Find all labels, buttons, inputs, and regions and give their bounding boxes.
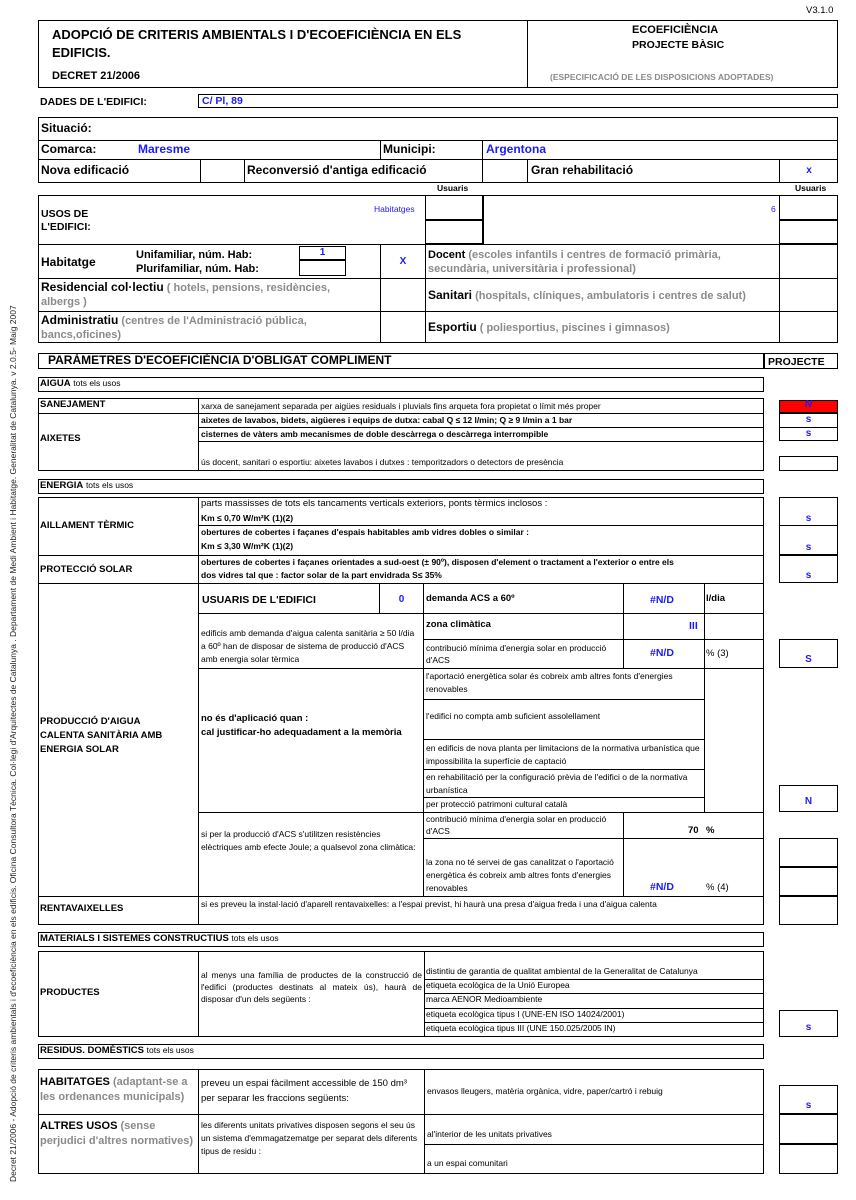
gas-unit: % (4) [706, 882, 729, 893]
residencial-label: Residencial col·lectiu [41, 280, 164, 294]
usos-label: USOS DE [41, 208, 89, 220]
aill-text-1: parts massisses de tots els tancaments verticals exteriors, ponts tèrmics inclosos : [201, 498, 548, 509]
sanitari-note: (hospitals, clíniques, ambulatoris i centres de salut) [475, 290, 746, 302]
reason-1: l'aportació energètica solar és cobreix amb altres fonts d'energies renovables [426, 671, 673, 694]
residus-head-label: RESIDUS. DOMÈSTICS [40, 1045, 144, 1056]
altres-usos-label: ALTRES USOS [40, 1120, 118, 1132]
aixetes-answer-3[interactable] [779, 456, 838, 471]
altres-answer-1[interactable] [779, 1114, 838, 1144]
usuaris-cell-2[interactable] [425, 220, 483, 244]
cal-justificar-label: cal justificar-ho adequadament a la memòria [201, 727, 402, 738]
aigua-head-note: tots els usos [73, 378, 121, 388]
sanitari-cell [428, 289, 746, 303]
esportiu-label: Esportiu [428, 320, 477, 334]
materials-value[interactable]: s [805, 1022, 812, 1033]
contribucio-value: #N/D [650, 647, 674, 659]
dades-label: DADES DE L'EDIFICI: [40, 96, 147, 108]
usuaris-cell-4[interactable] [779, 220, 838, 244]
label-option-3: marca AENOR Medioambiente [426, 994, 543, 1004]
docent-label: Docent [428, 249, 466, 261]
energia-head [40, 481, 133, 492]
usuaris-cell-3[interactable] [779, 195, 838, 220]
contribucio-unit: % (3) [706, 648, 729, 659]
acs-label-3: ENERGIA SOLAR [40, 744, 119, 755]
altres-usos-text: les diferents unitats privatives disposen segons el seu ús un sistema d'emmagatzematge per separat dels diferents tipus de residu : [201, 1120, 418, 1156]
residencial-note-2: albergs ) [41, 296, 87, 308]
projecte-header: PROJECTE [768, 356, 825, 368]
unifamiliar-label: Unifamiliar, núm. Hab: [136, 249, 253, 261]
spec-label: (ESPECIFICACIÓ DE LES DISPOSICIONS ADOPTADES) [550, 72, 774, 82]
version-label: V3.1.0 [806, 5, 834, 16]
plurifamiliar-label: Plurifamiliar, núm. Hab: [136, 263, 259, 275]
municipi-value[interactable]: Argentona [486, 142, 546, 156]
no-aplicacio-label: no és d'aplicació quan : [201, 713, 309, 724]
sanejament-value: N [804, 399, 813, 410]
prot-value[interactable]: s [805, 570, 812, 581]
rentavaixelles-answer[interactable] [779, 896, 838, 925]
gas-value: #N/D [650, 881, 674, 893]
altres-option-1: al'interior de les unitats privatives [427, 1129, 552, 1139]
demanda-value: #N/D [650, 594, 674, 606]
habitatge-label: Habitatge [41, 255, 96, 269]
plurifamiliar-field[interactable] [299, 260, 346, 276]
acs-label: PRODUCCIÓ D'AIGUA [40, 716, 141, 727]
aillament-label: AILLAMENT TÈRMIC [40, 520, 134, 531]
altres-usos-note: (sense perjudici d'altres normatives) [40, 1120, 193, 1147]
reason-3: en edificis de nova planta per limitacions de la normativa urbanística que impossibilita la superfície de captació [426, 743, 700, 766]
joule-unit: % [706, 825, 715, 836]
residus-habitatges-cell [40, 1075, 196, 1105]
edificis-text: edificis amb demanda d'aigua calenta sanitària ≥ 50 l/dia a 60º han de disposar de sistema de producció d'ACS amb energia solar tèrmica [201, 628, 415, 664]
usuaris-value: 6 [771, 204, 776, 214]
usuaris-edifici-value[interactable]: 0 [398, 594, 405, 605]
aixetes-text-2: cisternes de vàters amb mecanismes de doble descàrrega o descàrrega interrompible [201, 429, 549, 439]
esportiu-cell [428, 321, 670, 335]
reason-5: per protecció patrimoni cultural català [426, 799, 568, 809]
reconversio-label: Reconversió d'antiga edificació [247, 163, 427, 177]
docent-note: (escoles infantils i centres de formació primària, [468, 249, 721, 261]
residus-head [40, 1046, 194, 1057]
aixetes-text-3: ús docent, sanitari o esportiu: aixetes lavabos i dutxes : temporitzadors o detectors de presència [201, 457, 564, 467]
usuaris-header-right: Usuaris [795, 183, 827, 193]
reason-2: l'edifici no compta amb suficient assolellament [426, 711, 601, 721]
proteccio-label: PROTECCIÓ SOLAR [40, 564, 133, 575]
administratiu-note-2: bancs,oficines) [41, 329, 122, 341]
form-title: ADOPCIÓ DE CRITERIS AMBIENTALS I D'ECOEFICIÈNCIA EN ELS [52, 27, 462, 42]
esportiu-note: ( poliesportius, piscines i gimnasos) [479, 322, 670, 334]
usuaris-cell-1[interactable] [425, 195, 483, 220]
projecte-basic-label: PROJECTE BÀSIC [632, 39, 725, 51]
sanejament-label: SANEJAMENT [40, 399, 106, 410]
residus-head-note: tots els usos [146, 1045, 194, 1055]
energia-head-box [38, 479, 764, 494]
habitatges-label: Habitatges [374, 204, 415, 214]
materials-head [40, 934, 279, 945]
administratiu-cell [41, 313, 371, 342]
docent-cell [428, 248, 778, 276]
aigua-head [40, 379, 121, 390]
acs-value[interactable]: S [805, 654, 812, 665]
zona-label: zona climàtica [426, 619, 491, 630]
residencial-note: ( hotels, pensions, residències, [166, 282, 330, 294]
demanda-label: demanda ACS a 60º [426, 593, 515, 604]
decree-label: DECRET 21/2006 [52, 70, 141, 82]
form-title-line2: EDIFICIS. [52, 45, 111, 60]
productes-label: PRODUCTES [40, 987, 100, 998]
residencial-cell [41, 280, 371, 309]
docent-note-2: secundària, universitària i professional) [428, 263, 636, 275]
nova-edificacio-label: Nova edificació [41, 163, 130, 177]
fraccions-text: envasos lleugers, matèria orgànica, vidre, paper/cartró i rebuig [427, 1086, 663, 1096]
label-option-5: etiqueta ecològica tipus III (UNE 150.025/2005 IN) [426, 1023, 616, 1033]
label-option-2: etiqueta ecològica de la Unió Europea [426, 980, 570, 990]
aixetes-value-2[interactable]: s [805, 428, 812, 439]
dades-field[interactable] [198, 94, 838, 108]
productes-text: al menys una família de productes de la construcció de l'edifici (productes destinats al mateix ús), haurà de disposar d'un dels següents : [201, 970, 422, 1004]
side-legal-text: Decret 21/2006 - Adopció de criteris ambientals i d'ecoeficiència en els edificis. Oficina Consultora Tècnica. Col·legi d'Arquitectes de Catalunya . Departament de Medi Ambient i Habitatge. Generalitat de Catalunya. v 2.0.5- Maig 2007 [8, 305, 18, 1182]
residus-value[interactable]: s [805, 1100, 812, 1111]
joule-answer[interactable] [779, 838, 838, 867]
aigua-head-label: AIGUA [40, 378, 71, 389]
acs-label-2: CALENTA SANITÀRIA AMB [40, 730, 163, 741]
altres-option-2: a un espai comunitari [427, 1158, 508, 1168]
aill-text-4: Km ≤ 3,30 W/m²K (1)(2) [201, 541, 294, 551]
gas-answer[interactable] [779, 867, 838, 896]
usuaris-edifici-label: USUARIS DE L'EDIFICI [202, 594, 316, 606]
comarca-label: Comarca: [41, 142, 97, 156]
label-option-4: etiqueta ecològica tipus I (UNE-EN ISO 14024/2001) [426, 1009, 625, 1019]
reason-4: en rehabilitació per la configuració prèvia de l'edifici o de la normativa urbanística [426, 772, 688, 795]
aixetes-label: AIXETES [40, 433, 81, 444]
materials-head-note: tots els usos [231, 933, 279, 943]
gran-rehabilitacio-label: Gran rehabilitació [531, 163, 634, 177]
administratiu-note: (centres de l'Administració pública, [121, 315, 307, 327]
energia-head-note: tots els usos [85, 480, 134, 490]
aill-text-2: Km ≤ 0,70 W/m²K (1)(2) [201, 513, 294, 523]
zona-value: III [689, 620, 698, 632]
demanda-unit: l/dia [706, 593, 726, 604]
residus-habitatges-note: (adaptant-se a les ordenances municipals) [40, 1076, 188, 1103]
ecoeficiencia-label: ECOEFICIÈNCIA [632, 24, 719, 36]
sanejament-text: xarxa de sanejament separada per aigües residuals i pluvials fins arqueta fora propietat o límit més proper [201, 401, 601, 411]
materials-head-label: MATERIALS I SISTEMES CONSTRUCTIUS [40, 933, 229, 944]
municipi-label: Municipi: [383, 142, 436, 156]
usos-label-2: L'EDIFICI: [41, 221, 91, 233]
aill-text-3: obertures de cobertes i façanes d'espais habitables amb vidres dobles o similar : [201, 527, 529, 537]
joule-value: 70 [688, 825, 699, 836]
aigua-head-box [38, 377, 764, 392]
usuaris-header-left: Usuaris [437, 183, 469, 193]
params-title: PARÀMETRES D'ECOEFICIÈNCIA D'OBLIGAT COMPLIMENT [48, 353, 392, 367]
aill-value-2[interactable]: s [805, 542, 812, 553]
altres-usos-cell [40, 1119, 196, 1149]
aill-value-1[interactable]: s [805, 513, 812, 524]
residus-habitatges-text: preveu un espai fàcilment accessible de 150 dm³ per separar les fraccions següents: [201, 1078, 407, 1104]
habitatge-check[interactable]: X [399, 256, 407, 267]
rentavaixelles-label: RENTAVAIXELLES [40, 903, 124, 914]
gas-text: la zona no té servei de gas canalitzat o l'aportació energètica és cobreix amb altres fonts d'energies renovables [426, 857, 614, 893]
contribucio-label: contribució mínima d'energia solar en producció d'ACS [426, 643, 607, 665]
joule-text: si per la producció d'ACS s'utilitzen resistències elèctriques amb efecte Joule; a qualsevol zona climàtica: [201, 829, 416, 852]
gran-rehabilitacio-check[interactable]: x [806, 165, 812, 176]
prot-text-2: dos vidres tal que : factor solar de la part envidrada S≤ 35% [201, 570, 442, 580]
aixetes-value-1[interactable]: s [805, 414, 812, 425]
prot-text-1: obertures de cobertes i façanes orientades a sud-oest (± 90º), disposen d'element o tractament a l'exterior o entre els [201, 557, 674, 567]
unifamiliar-value: 1 [319, 247, 326, 258]
label-option-1: distintiu de garantia de qualitat ambiental de la Generalitat de Catalunya [426, 966, 698, 976]
aixetes-text-1: aixetes de lavabos, bidets, aigüeres i equips de dutxa: cabal Q ≤ 12 l/min; Q ≥ 9 l/min a 1 bar [201, 415, 573, 425]
situacio-label: Situació: [41, 121, 92, 135]
sanitari-label: Sanitari [428, 288, 473, 302]
energia-head-label: ENERGIA [40, 480, 84, 491]
residus-habitatges-label: HABITATGES [40, 1076, 110, 1088]
comarca-value[interactable]: Maresme [138, 142, 191, 156]
reasons-value[interactable]: N [804, 796, 813, 807]
rentavaixelles-text: si es preveu la instal·lació d'aparell rentavaixelles: a l'espai previst, hi haurà una presa d'aigua freda i una d'aigua calenta [201, 899, 657, 909]
dades-value: C/ Pl, 89 [202, 95, 243, 107]
administratiu-label: Administratiu [41, 313, 119, 327]
altres-answer-2[interactable] [779, 1144, 838, 1174]
joule-contribucio: contribució mínima d'energia solar en producció d'ACS [426, 814, 607, 836]
